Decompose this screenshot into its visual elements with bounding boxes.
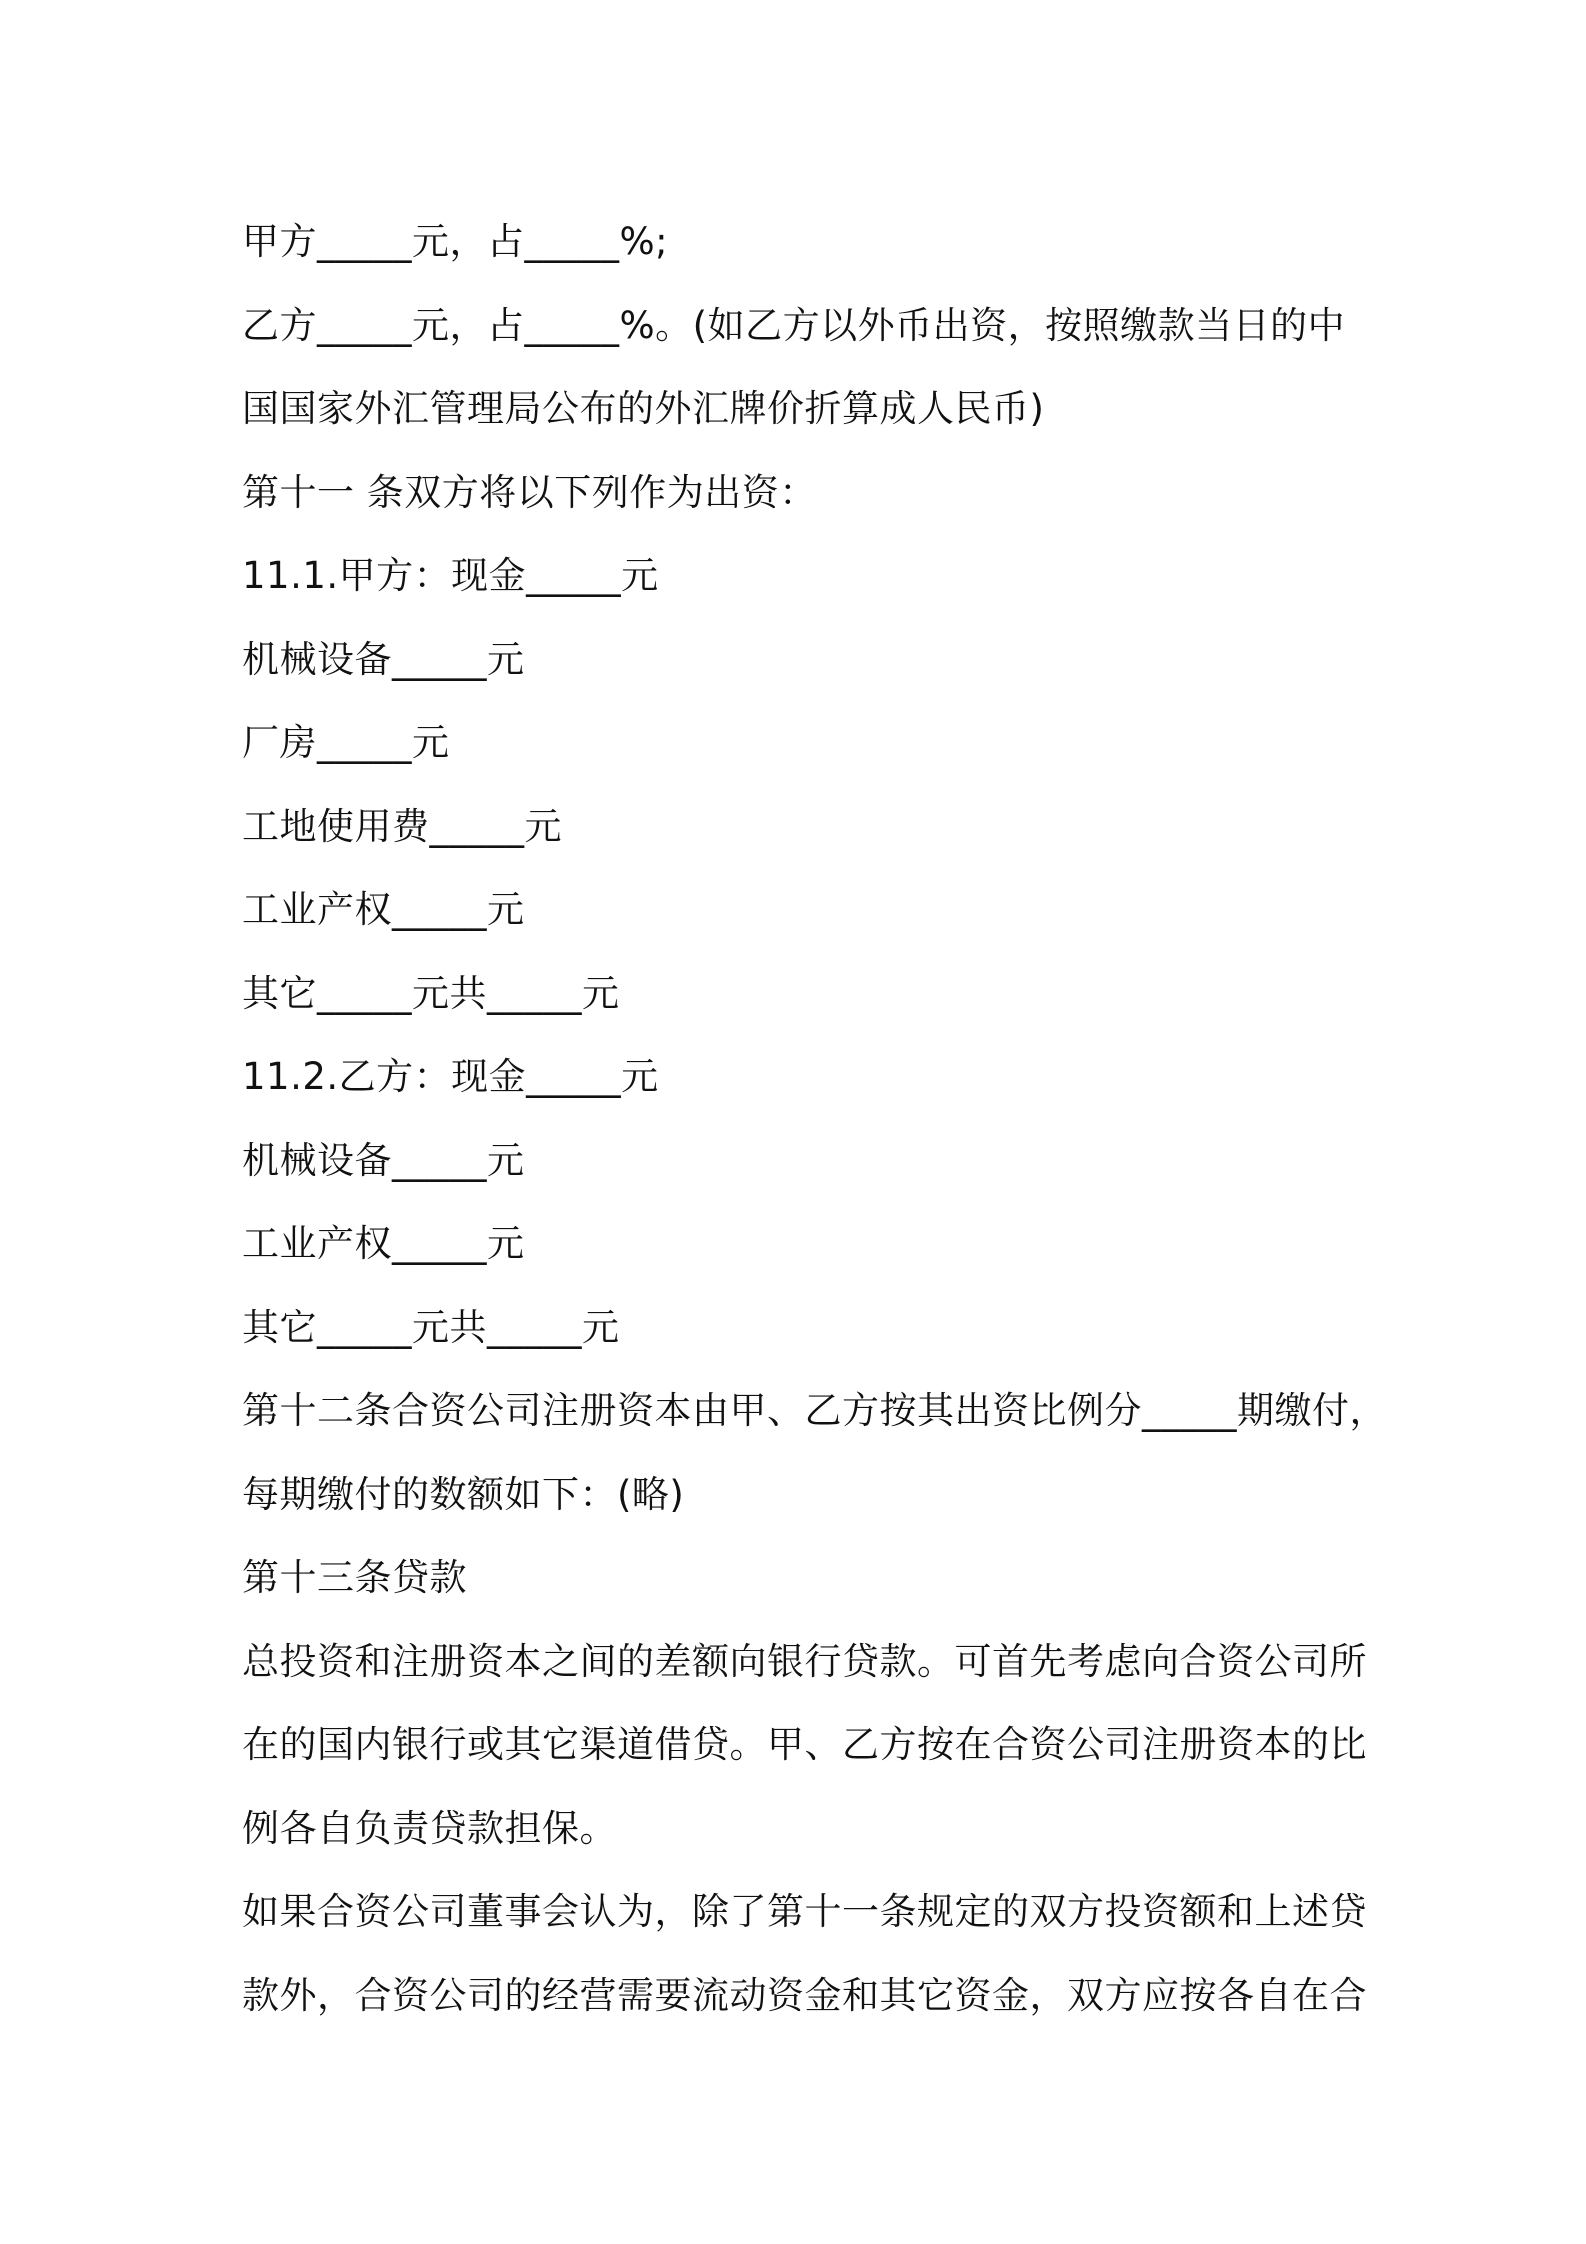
text-line-11-2-other: 其它_____元共_____元 xyxy=(242,1305,620,1349)
text-line-party-a-share: 甲方_____元，占_____%; xyxy=(242,220,669,263)
text-line-11-2-cash: 11.2.乙方：现金_____元 xyxy=(242,1055,659,1098)
article-13-paragraph-2-line-2: 款外，合资公司的经营需要流动资金和其它资金，双方应按各自在合 xyxy=(242,1973,1367,2017)
text-line-11-2-ip: 工业产权_____元 xyxy=(242,1222,525,1265)
article-11-heading: 第十一 条双方将以下列作为出资： xyxy=(242,470,817,514)
article-12-continued: 每期缴付的数额如下：(略) xyxy=(242,1472,685,1516)
text-line-11-1-ip: 工业产权_____元 xyxy=(242,888,525,931)
text-line-11-2-machinery: 机械设备_____元 xyxy=(242,1138,525,1182)
document-body xyxy=(242,200,1387,2037)
text-line-11-1-cash: 11.1.甲方：现金_____元 xyxy=(242,554,659,597)
article-13-paragraph-2-line-1: 如果合资公司董事会认为，除了第十一条规定的双方投资额和上述贷 xyxy=(242,1890,1367,1933)
text-line-11-1-site-fee: 工地使用费_____元 xyxy=(242,804,562,848)
article-13-heading: 第十三条贷款 xyxy=(242,1556,467,1599)
article-12-text: 第十二条合资公司注册资本由甲、乙方按其出资比例分_____期缴付， xyxy=(242,1389,1387,1432)
article-13-paragraph-1-line-1: 总投资和注册资本之间的差额向银行贷款。可首先考虑向合资公司所 xyxy=(242,1639,1367,1683)
text-line-11-1-other: 其它_____元共_____元 xyxy=(242,971,620,1015)
article-13-paragraph-1-line-2: 在的国内银行或其它渠道借贷。甲、乙方按在合资公司注册资本的比 xyxy=(242,1723,1367,1766)
text-line-exchange-rate: 国国家外汇管理局公布的外汇牌价折算成人民币) xyxy=(242,387,1045,430)
text-line-11-1-factory: 厂房_____元 xyxy=(242,721,450,764)
article-13-paragraph-1-line-3: 例各自负责贷款担保。 xyxy=(242,1806,617,1850)
text-line-party-b-share: 乙方_____元，占_____%。(如乙方以外币出资，按照缴款当日的中 xyxy=(242,303,1346,347)
text-line-11-1-machinery: 机械设备_____元 xyxy=(242,637,525,681)
